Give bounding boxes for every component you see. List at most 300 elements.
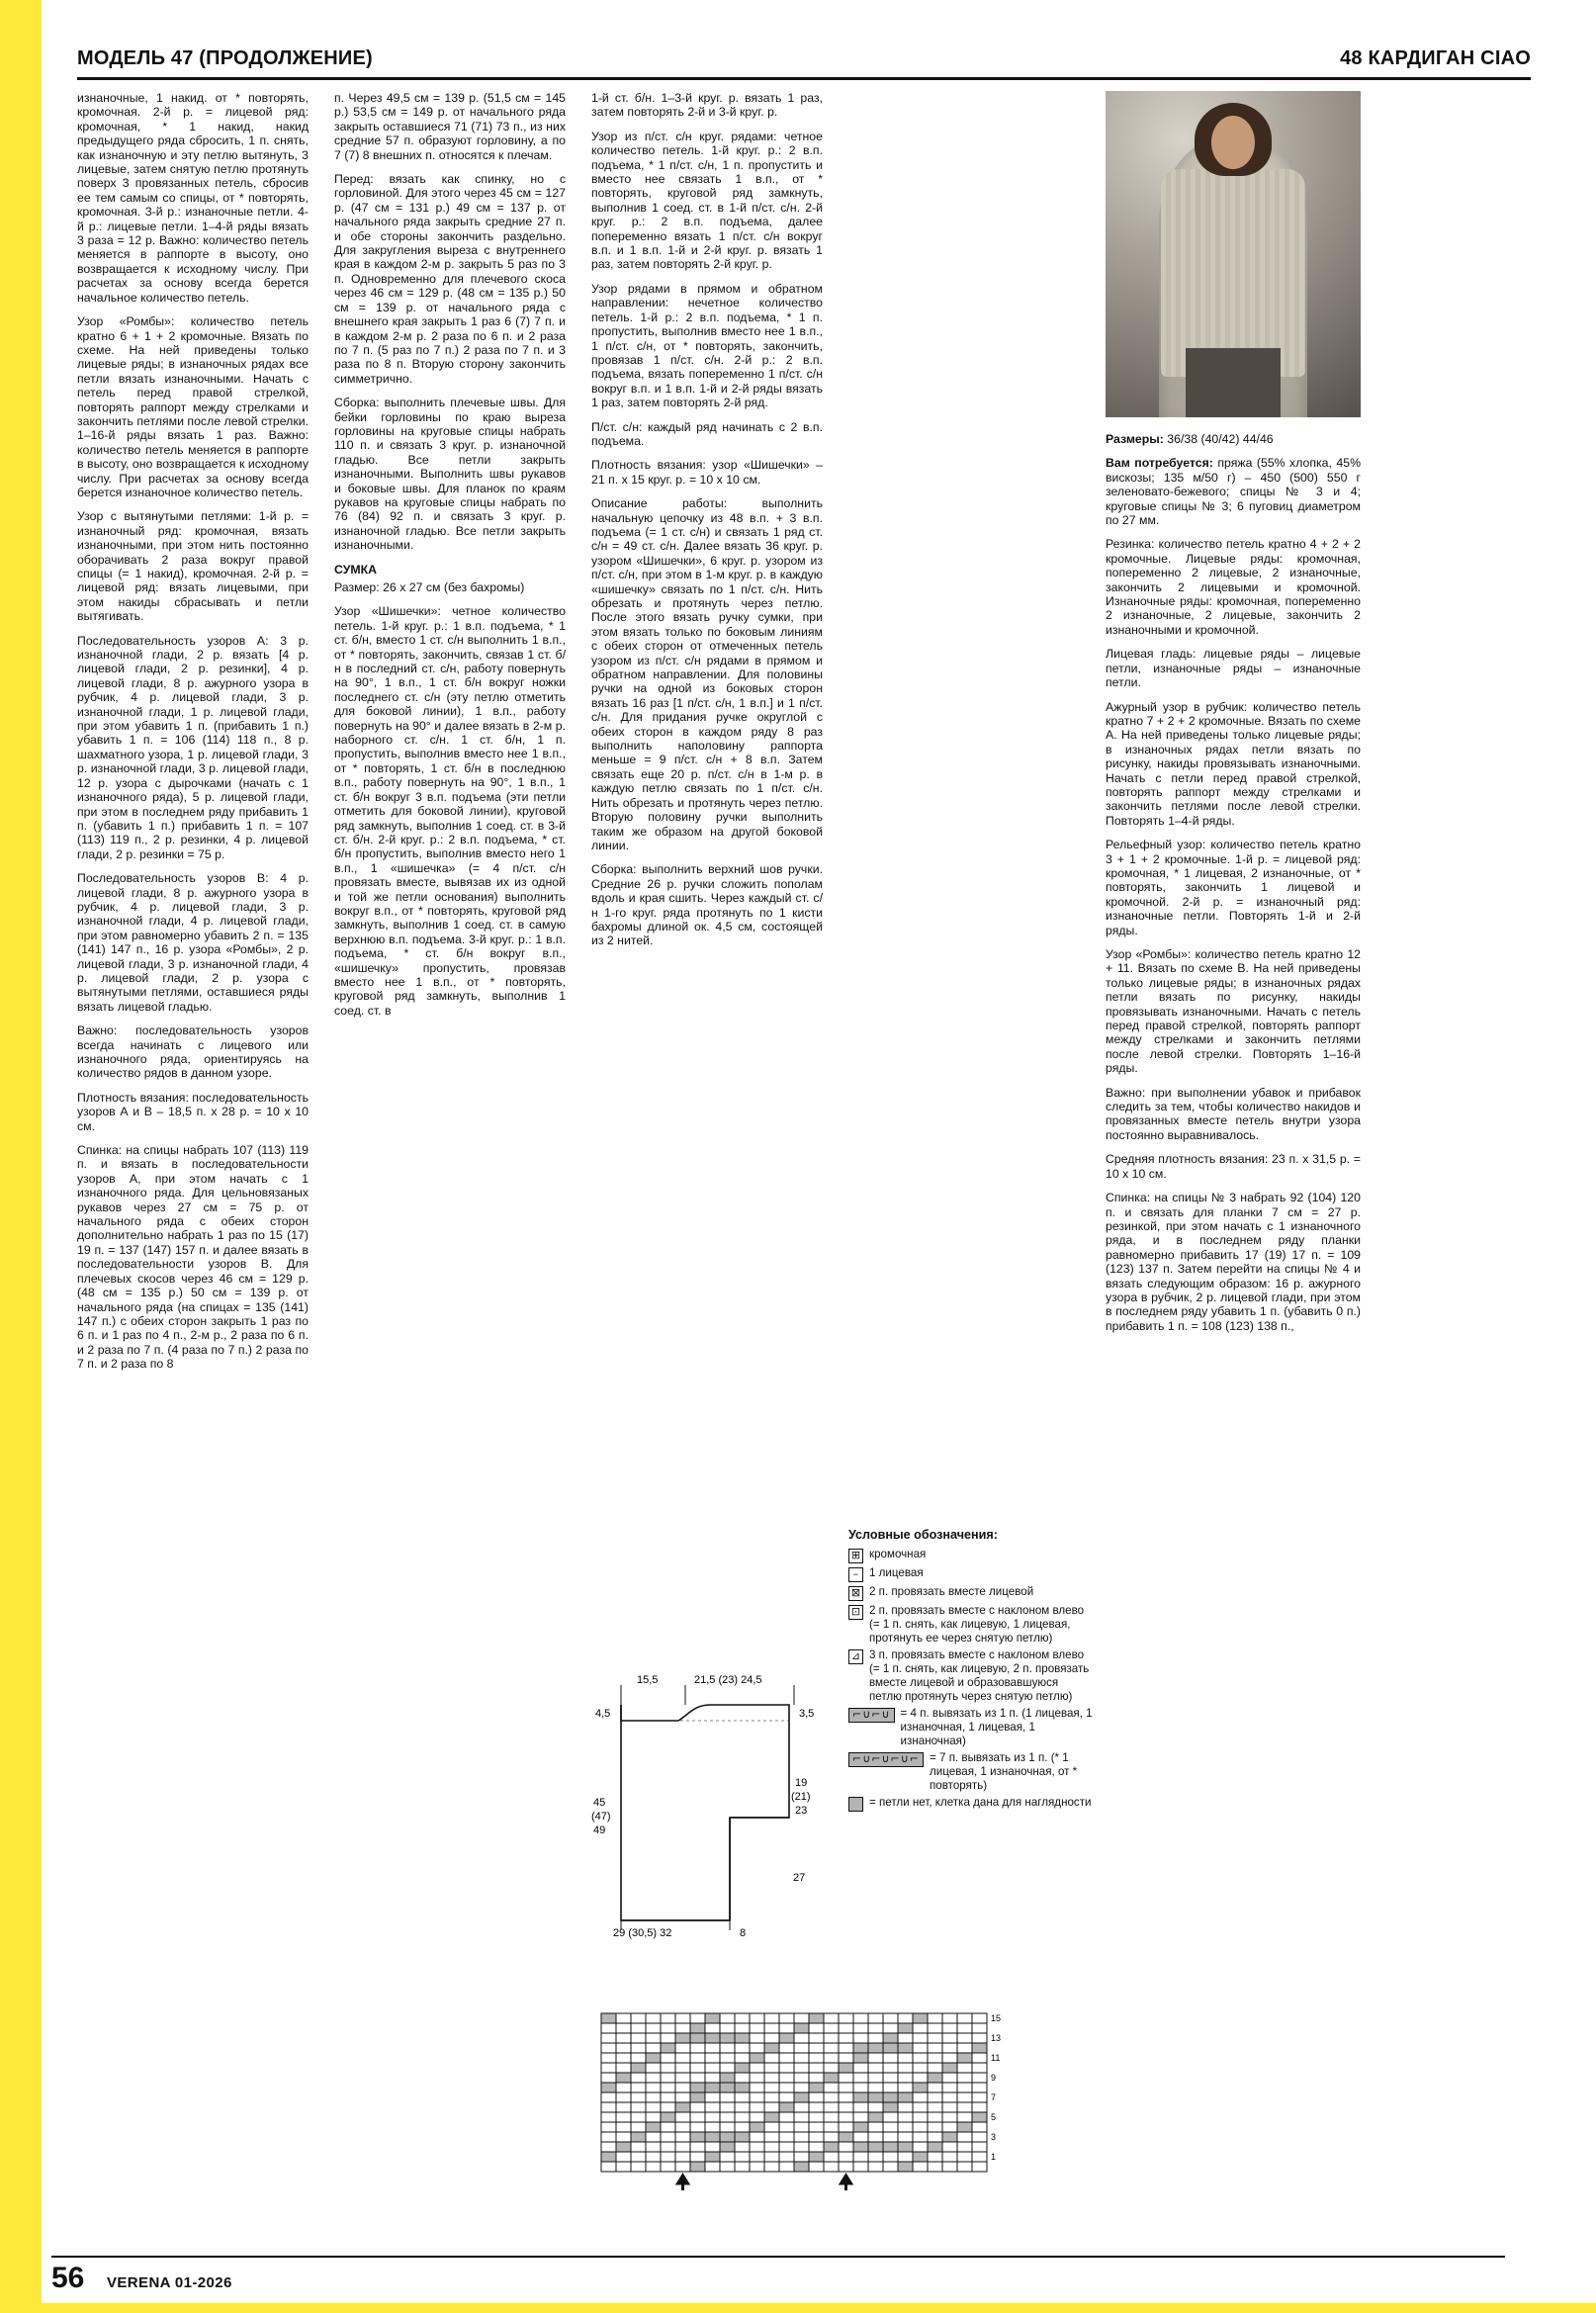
paragraph: Узор из п/ст. с/н круг. рядами: четное количество петель. 1-й круг. р.: 2 в.п. подъема, * 1 п/ст. с/н, 1 п. пропустить и вместо нее связать 1 в.п., от * повторять, круговой ряд замкнуть, выполнив 1 соед. ст. в 1-й п/ст. с/н. 2-й круг. р.: 2 в.п. подъема, далее попеременно вязать 1 п/ст. с/н вокруг в.п. и 1 в.п. 1-й и 2-й круг. р. вязать 1 раз, затем повторять 2-й круг. р. [591,129,823,272]
chart-cell [675,2112,690,2122]
chart-cell [646,2162,661,2172]
column-2 [334,91,566,1027]
chart-cell [735,2043,750,2053]
chart-cell [957,2102,972,2112]
chart-cell [898,2033,913,2043]
chart-cell [631,2092,646,2102]
chart-cell [942,2033,957,2043]
chart-cell [646,2092,661,2102]
chart-cell [942,2083,957,2092]
chart-cell [735,2053,750,2063]
column-1 [77,91,309,1381]
chart-cell [779,2073,794,2083]
chart-cell [764,2083,779,2092]
paragraph: Узор с вытянутыми петлями: 1-й р. = изнаночный ряд: кромочная, вязать изнаночными, при этом нить постоянно оборачивать 2 раза вокруг правой спицы (= 1 накид), кромочная. 2-й р. = лицевой ряд: вязать лицевыми, при этом накиды сбрасывать и петли вытягивать. [77,509,309,624]
column-5 [1106,432,1361,1343]
chart-cell [779,2132,794,2142]
chart-cell [601,2152,616,2162]
page-number: 56 [51,2262,85,2294]
chart-cell [631,2152,646,2162]
chart-cell [809,2092,824,2102]
chart-cell [675,2122,690,2132]
chart-cell [779,2092,794,2102]
chart-cell [601,2112,616,2122]
chart-cell [705,2102,720,2112]
chart-cell [824,2023,839,2033]
chart-cell [868,2132,883,2142]
paragraph: Перед: вязать как спинку, но с горловиной. Для этого через 45 см = 127 р. (47 см = 131 р.) 49 см = 137 р. от начального ряда закрыть средние 27 п. и обе стороны закончить раздельно. Для закругления выреза с внутреннего края в каждом 2-м р. закрыть 5 раз по 3 п. Одновременно для плечевого скоса через 46 см = 129 р. (48 см = 135 р.) 50 см = 139 р. от начального ряда с внешнего края закрыть 1 раз 6 (7) 7 п. и в каждом 2-м р. 2 раза по 6 п. и 2 раза по 7 п. (5 раз по 7 п.) 2 раза по 7 п. и 3 раза по 8 п. Вторую сторону закончить симметрично. [334,172,566,386]
chart-cell [705,2142,720,2152]
chart-cell [675,2102,690,2112]
legend-text: = 7 п. вывязать из 1 п. (* 1 лицевая, 1 изнаночная, от * повторять) [930,1751,1078,1792]
chart-cell [735,2033,750,2043]
chart-cell [794,2142,809,2152]
chart-cell [616,2053,631,2063]
paragraph: 1-й ст. б/н. 1–3-й круг. р. вязать 1 раз, затем повторять 2-й и 3-й круг. р. [591,91,823,120]
chart-cell [735,2073,750,2083]
chart-cell [883,2033,898,2043]
chart-cell [898,2043,913,2053]
chart-cell [853,2033,868,2043]
chart-cell [675,2053,690,2063]
chart-cell [675,2043,690,2053]
chart-cell [794,2023,809,2033]
legend-text: 3 п. провязать вместе с наклоном влево (= 1 п. снять, как лицевую, 2 п. провязать вместе лицевой и образовавшуюся петлю протянуть через снятую петлю) [869,1648,1090,1703]
chart-cell [735,2102,750,2112]
chart-cell [661,2132,675,2142]
chart-cell [824,2102,839,2112]
chart-cell [957,2033,972,2043]
chart-cell [957,2073,972,2083]
chart-cell [928,2092,942,2102]
chart-cell [764,2132,779,2142]
chart-cell [809,2132,824,2142]
chart-cell [720,2013,735,2023]
materials-line [1106,456,1361,527]
legend-item [848,1566,1094,1582]
chart-cell [898,2152,913,2162]
chart-cell [928,2102,942,2112]
chart-cell [616,2033,631,2043]
chart-cell [868,2073,883,2083]
chart-cell [839,2043,853,2053]
paragraph: Плотность вязания: последовательность узоров А и В – 18,5 п. х 28 р. = 10 х 10 см. [77,1090,309,1133]
chart-cell [972,2122,987,2132]
chart-cell [928,2063,942,2073]
header-left-title: МОДЕЛЬ 47 (ПРОДОЛЖЕНИЕ) [77,47,373,69]
chart-row-label: 9 [991,2073,997,2083]
chart-cell [646,2063,661,2073]
chart-cell [750,2092,764,2102]
chart-cell [898,2083,913,2092]
chart-cell [824,2152,839,2162]
chart-cell [913,2053,928,2063]
chart-cell [750,2122,764,2132]
chart-cell [928,2053,942,2063]
chart-cell [690,2132,705,2142]
chart-cell [779,2083,794,2092]
chart-cell [809,2122,824,2132]
schematic-label-top-left: 15,5 [637,1674,659,1686]
chart-cell [675,2033,690,2043]
chart-cell [705,2083,720,2092]
chart-cell [928,2112,942,2122]
chart-cell [839,2063,853,2073]
chart-cell [853,2142,868,2152]
chart-cell [661,2122,675,2132]
chart-cell [809,2152,824,2162]
chart-cell [601,2142,616,2152]
chart-cell [661,2083,675,2092]
chart-cell [690,2092,705,2102]
chart-row-label: 3 [991,2132,997,2142]
svg-text:29 (30,5) 32: 29 (30,5) 32 [613,1927,672,1939]
chart-cell [839,2013,853,2023]
header-right-title: 48 КАРДИГАН CIAO [1340,47,1531,69]
chart-cell [735,2023,750,2033]
legend-symbol-icon: – [848,1567,863,1582]
chart-cell [631,2033,646,2043]
chart-cell [750,2033,764,2043]
chart-cell [661,2053,675,2063]
chart-cell [928,2073,942,2083]
chart-cell [690,2083,705,2092]
chart-cell [972,2102,987,2112]
chart-cell [779,2142,794,2152]
chart-cell [735,2063,750,2073]
chart-cell [972,2033,987,2043]
chart-cell [616,2083,631,2092]
chart-cell [853,2063,868,2073]
chart-cell [853,2122,868,2132]
chart-cell [705,2033,720,2043]
chart-cell [809,2043,824,2053]
chart-cell [853,2043,868,2053]
sizes-line [1106,432,1361,446]
chart-cell [750,2013,764,2023]
chart-cell [868,2083,883,2092]
chart-cell [928,2162,942,2172]
chart-cell [779,2152,794,2162]
svg-text:23: 23 [795,1805,808,1817]
chart-cell [913,2112,928,2122]
chart-cell [735,2162,750,2172]
schematic-label-left-top: 4,5 [595,1708,611,1720]
chart-cell [661,2023,675,2033]
chart-cell [764,2053,779,2063]
chart-cell [824,2122,839,2132]
chart-cell [631,2142,646,2152]
chart-cell [601,2023,616,2033]
chart-cell [705,2132,720,2142]
chart-cell [868,2092,883,2102]
chart-row-label: 11 [991,2053,1001,2063]
chart-cell [646,2142,661,2152]
legend-text: 1 лицевая [869,1566,924,1579]
chart-cell [809,2023,824,2033]
chart-repeat-arrow-icon [678,2176,688,2190]
chart-cell [720,2102,735,2112]
chart-cell [675,2142,690,2152]
header-rule [77,77,1531,80]
chart-cell [809,2162,824,2172]
chart-cell [883,2043,898,2053]
chart-repeat-arrow-icon [842,2176,851,2190]
legend-item [848,1648,1094,1704]
chart-cell [913,2013,928,2023]
chart-cell [839,2073,853,2083]
chart-cell [898,2013,913,2023]
legend-item [848,1548,1094,1563]
chart-cell [824,2132,839,2142]
chart-cell [735,2013,750,2023]
chart-cell [705,2112,720,2122]
chart-cell [913,2033,928,2043]
chart-cell [779,2023,794,2033]
chart-cell [883,2152,898,2162]
chart-cell [631,2112,646,2122]
chart-cell [764,2033,779,2043]
legend-symbol-icon: ⊿ [848,1649,863,1664]
chart-cell [720,2023,735,2033]
chart-cell [853,2013,868,2023]
chart-cell [839,2162,853,2172]
chart-cell [675,2162,690,2172]
chart-cell [764,2142,779,2152]
chart-cell [942,2053,957,2063]
chart-cell [720,2092,735,2102]
chart-cell [646,2102,661,2112]
chart-cell [868,2033,883,2043]
subheading-bag: СУМКА [334,562,377,577]
chart-cell [868,2063,883,2073]
chart-cell [942,2043,957,2053]
chart-cell [928,2152,942,2162]
chart-cell [972,2053,987,2063]
svg-text:8: 8 [740,1927,747,1939]
chart-cell [824,2083,839,2092]
chart-cell [868,2152,883,2162]
chart-cell [661,2092,675,2102]
chart-cell [690,2073,705,2083]
chart-cell [794,2092,809,2102]
chart-cell [853,2073,868,2083]
chart-cell [616,2162,631,2172]
chart-cell [705,2152,720,2162]
legend-item [848,1604,1094,1646]
chart-cell [750,2152,764,2162]
chart-cell [675,2063,690,2073]
page-footer [0,2254,1596,2313]
chart-cell [661,2063,675,2073]
chart-cell [972,2152,987,2162]
chart-cell [824,2043,839,2053]
column-3 [591,91,823,958]
chart-cell [690,2142,705,2152]
chart-cell [631,2083,646,2092]
chart-cell [735,2132,750,2142]
chart-cell [779,2063,794,2073]
svg-text:19: 19 [795,1777,808,1789]
chart-cell [942,2122,957,2132]
chart-cell [750,2132,764,2142]
chart-cell [868,2162,883,2172]
chart-cell [942,2162,957,2172]
chart-cell [631,2023,646,2033]
svg-text:49: 49 [593,1824,606,1836]
chart-cell [883,2092,898,2102]
chart-cell [957,2023,972,2033]
chart-cell [601,2102,616,2112]
paragraph: Сборка: выполнить плечевые швы. Для бейки горловины по краю выреза горловины на круговые спицы набрать 110 п. и связать 3 круг. р. изнаночной гладью. Все петли закрыть изнаночными. Выполнить швы рукавов и боковые швы. Для планок по краям рукавов на круговые спицы набрать по 76 (84) 92 п. и связать 3 круг. р. изнаночной гладью. Все петли закрыть изнаночными. [334,396,566,553]
chart-cell [868,2142,883,2152]
chart-cell [690,2063,705,2073]
paragraph: Узор «Ромбы»: количество петель кратно 6 + 1 + 2 кромочные. Вязать по схеме. На ней приведены только лицевые ряды; в изнаночных рядах все петли вязать изнаночными. Начать с петель перед правой стрелкой, повторять раппорт между стрелками и закончить петлями после левой стрелки. 1–16-й ряды вязать 1 раз. Важно: количество петель меняется в раппорте в высоту, оно возвращается к исходному числу. При расчетах за основу всегда берется изнаночное количество петель. [77,314,309,499]
photo-legs [1186,348,1281,417]
chart-cell [705,2092,720,2102]
chart-cell [898,2053,913,2063]
chart-cell [883,2083,898,2092]
chart-cell [794,2122,809,2132]
chart-cell [898,2132,913,2142]
chart-cell [675,2083,690,2092]
chart-cell [631,2053,646,2063]
chart-cell [913,2073,928,2083]
chart-cell [631,2132,646,2142]
chart-cell [957,2083,972,2092]
chart-cell [794,2013,809,2023]
chart-cell [675,2132,690,2142]
chart-cell [690,2013,705,2023]
chart-cell [616,2122,631,2132]
paragraph: Важно: последовательность узоров всегда начинать с лицевого или изнаночного ряда, ориентируясь на количество рядов в данном узоре. [77,1023,309,1081]
chart-cell [661,2033,675,2043]
chart-cell [735,2122,750,2132]
chart-cell [764,2023,779,2033]
chart-cell [853,2152,868,2162]
chart-cell [779,2033,794,2043]
chart-cell [764,2043,779,2053]
chart-cell [601,2092,616,2102]
left-color-strip [0,0,42,2313]
chart-cell [839,2023,853,2033]
chart-cell [764,2013,779,2023]
chart-row-label: 7 [991,2092,997,2102]
chart-cell [720,2063,735,2073]
chart-cell [646,2013,661,2023]
chart-cell [646,2112,661,2122]
chart-cell [631,2043,646,2053]
chart-cell [883,2073,898,2083]
chart-cell [824,2112,839,2122]
chart-cell [720,2053,735,2063]
chart-cell [853,2102,868,2112]
chart-cell [764,2073,779,2083]
chart-cell [690,2043,705,2053]
chart-cell [735,2112,750,2122]
chart-cell [839,2122,853,2132]
chart-cell [824,2092,839,2102]
chart-cell [690,2122,705,2132]
chart-cell [928,2013,942,2023]
legend-item [848,1585,1094,1601]
chart-cell [942,2152,957,2162]
legend-item [848,1751,1094,1793]
chart-cell [735,2083,750,2092]
chart-cell [661,2013,675,2023]
materials-value: пряжа (55% хлопка, 45% вискозы; 135 м/50 г) – 450 (500) 550 г зеленовато-бежевого; спицы № 3 и 4; круговые спицы № 3; 6 пуговиц диаметром по 27 мм. [1106,456,1361,528]
chart-cell [913,2023,928,2033]
chart-cell [764,2152,779,2162]
legend-text: = петли нет, клетка дана для наглядности [869,1796,1092,1809]
chart-cell [720,2033,735,2043]
chart-row-label: 1 [991,2152,997,2162]
chart-cell [750,2112,764,2122]
chart-cell [690,2152,705,2162]
chart-cell [839,2102,853,2112]
paragraph: Последовательность узоров А: 3 р. изнаночной глади, 2 р. вязать [4 р. лицевой глади, 2 р. резинки], 4 р. лицевой глади, 8 р. ажурного узора в рубчик, 4 р. лицевой глади, 3 р. изнаночной глади, 1 р. лицевой глади, при этом убавить 1 п. (прибавить 1 п.) убавить 1 п. = 106 (114) 118 п., 8 р. шахматного узора, 1 р. лицевой глади, 3 р. изнаночной глади, 3 р. лицевой глади, 12 р. узора с дырочками (начать с 1 изнаночного ряда), 5 р. лицевой глади, при этом в последнем ряду прибавить 1 п. (убавить 1 п.) прибавить 1 п. = 107 (113) 119 п., 2 р. резинки, 4 р. лицевой глади, 2 р. резинки = 75 р. [77,633,309,861]
chart-cell [646,2152,661,2162]
chart-cell [646,2073,661,2083]
chart-cell [883,2122,898,2132]
chart-cell [883,2102,898,2112]
chart-cell [601,2013,616,2023]
chart-cell [853,2162,868,2172]
chart-cell [720,2132,735,2142]
chart-cell [868,2122,883,2132]
chart-cell [616,2132,631,2142]
chart-cell [750,2142,764,2152]
chart-cell [972,2092,987,2102]
chart-cell [809,2083,824,2092]
chart-cell [794,2162,809,2172]
chart-cell [705,2063,720,2073]
chart-cell [898,2102,913,2112]
chart-cell [646,2083,661,2092]
chart-cell [898,2073,913,2083]
chart-cell [661,2162,675,2172]
chart-cell [750,2083,764,2092]
chart-cell [972,2063,987,2073]
chart-cell [972,2132,987,2142]
chart-cell [705,2162,720,2172]
chart-cell [690,2053,705,2063]
chart-cell [616,2092,631,2102]
chart-cell [957,2063,972,2073]
chart-cell [646,2033,661,2043]
chart-cell [868,2102,883,2112]
chart-cell [942,2112,957,2122]
garment-schematic [591,1671,825,1968]
legend-item [848,1707,1094,1748]
chart-cell [631,2063,646,2073]
chart-cell [750,2043,764,2053]
chart-cell [942,2132,957,2142]
chart-cell [764,2092,779,2102]
chart-cell [601,2122,616,2132]
chart-cell [794,2083,809,2092]
paragraph: Плотность вязания: узор «Шишечки» – 21 п. х 15 круг. р. = 10 х 10 см. [591,458,823,487]
chart-cell [972,2013,987,2023]
chart-cell [779,2102,794,2112]
chart-cell [957,2162,972,2172]
chart-cell [942,2013,957,2023]
chart-cell [750,2063,764,2073]
chart-cell [601,2162,616,2172]
chart-cell [957,2053,972,2063]
chart-cell [616,2142,631,2152]
chart-cell [809,2102,824,2112]
